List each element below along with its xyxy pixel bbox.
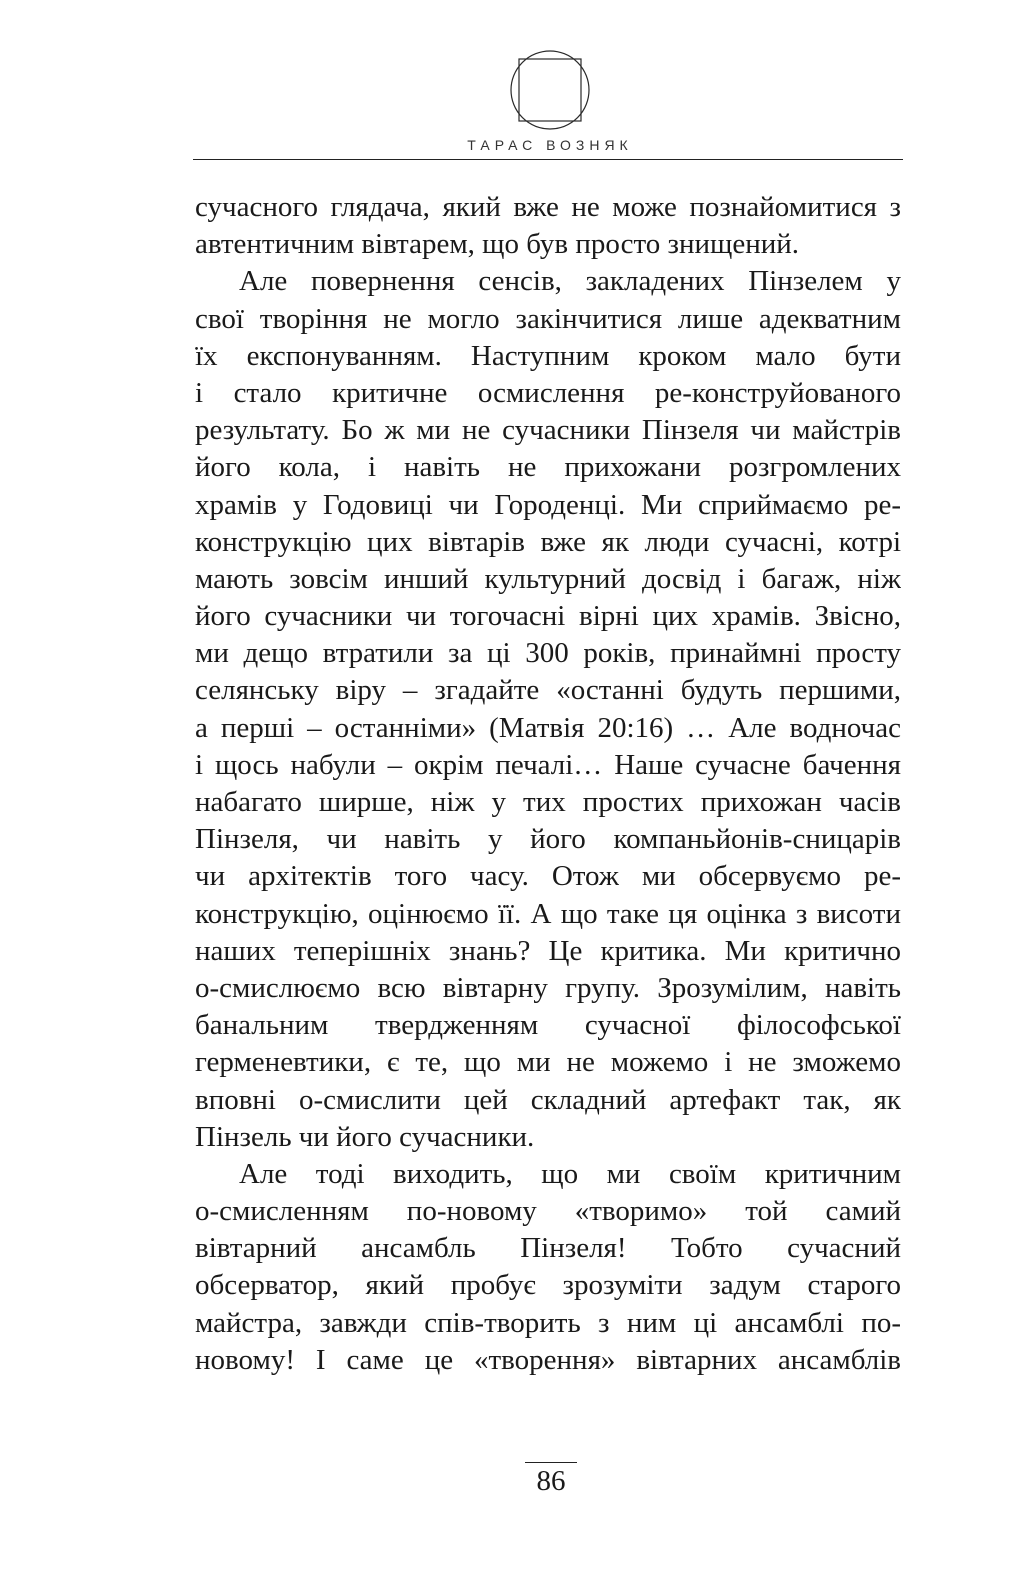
text-line: його кола, і навіть не прихожани розгромлених xyxy=(195,451,901,484)
text-line: новому! І саме це «творення» вівтарних ансамблів xyxy=(195,1343,901,1376)
author-name: ТАРАС ВОЗНЯК xyxy=(467,137,633,153)
text-line: майстра, завжди спів-творить з ним ці ансамблі по- xyxy=(195,1306,901,1339)
text-line: Пінзель чи його сучасники. xyxy=(195,1120,535,1153)
paragraph xyxy=(195,189,901,263)
text-line: Але тоді виходить, що ми своїм критичним xyxy=(239,1157,901,1190)
text-line: о-смислюємо всю вівтарну групу. Зрозумілим, навіть xyxy=(195,971,901,1004)
text-line: обсерватор, який пробує зрозуміти задум старого xyxy=(195,1269,901,1302)
text-line: селянську віру – згадайте «останні будуть першими, xyxy=(195,674,901,707)
header-rule xyxy=(193,159,903,160)
text-line: конструкцію, оцінюємо її. А що таке ця оцінка з висоти xyxy=(195,897,901,930)
text-line: сучасного глядача, який вже не може познайомитися з xyxy=(195,191,901,223)
text-line: автентичним вівтарем, що був просто знищений. xyxy=(195,228,800,261)
text-line: наших теперішніх знань? Це критика. Ми критично xyxy=(195,934,901,967)
text-line: їх експонуванням. Наступним кроком мало бути xyxy=(195,339,901,372)
paragraph xyxy=(195,263,901,1156)
text-line: і щось набули – окрім печалі… Наше сучасне бачення xyxy=(195,748,901,781)
text-line: герменевтики, є те, що ми не можемо і не зможемо xyxy=(195,1046,901,1079)
paragraph xyxy=(195,1156,901,1379)
text-line: Але повернення сенсів, закладених Пінзелем у xyxy=(239,265,901,298)
text-line: результату. Бо ж ми не сучасники Пінзеля чи майстрів xyxy=(195,414,901,447)
text-line: конструкцію цих вівтарів вже як люди сучасні, котрі xyxy=(195,525,901,558)
text-line: ми дещо втратили за ці 300 років, принаймні просту xyxy=(195,637,901,670)
page-footer xyxy=(522,1462,580,1499)
text-line: мають зовсім инший культурний досвід і багаж, ніж xyxy=(195,562,901,595)
page-number: 86 xyxy=(536,1465,566,1497)
body-text xyxy=(195,189,901,1379)
text-line: Пінзеля, чи навіть у його компаньйонів-сницарів xyxy=(195,823,901,856)
text-line: банальним твердженням сучасної філософської xyxy=(195,1009,901,1042)
text-line: вповні о-смислити цей складний артефакт так, як xyxy=(195,1083,901,1116)
text-line: і стало критичне осмислення ре-конструйованого xyxy=(195,376,901,409)
running-header xyxy=(0,0,1024,170)
text-line: о-смисленням по-новому «творимо» той самий xyxy=(195,1195,901,1228)
text-line: чи архітектів того часу. Отож ми обсервуємо ре- xyxy=(195,860,901,893)
text-line: а перші – останніми» (Матвія 20:16) … Але водночас xyxy=(195,711,901,744)
text-line: вівтарний ансамбль Пінзеля! Тобто сучасний xyxy=(195,1232,901,1265)
text-line: набагато ширше, ніж у тих простих прихожан часів xyxy=(195,786,901,818)
text-line: храмів у Годовиці чи Городенці. Ми сприймаємо ре- xyxy=(195,488,901,521)
circle-square-logo-icon xyxy=(508,48,592,132)
text-line: його сучасники чи тогочасні вірні цих храмів. Звісно, xyxy=(195,600,901,633)
text-line: свої творіння не могло закінчитися лише адекватним xyxy=(195,302,901,335)
